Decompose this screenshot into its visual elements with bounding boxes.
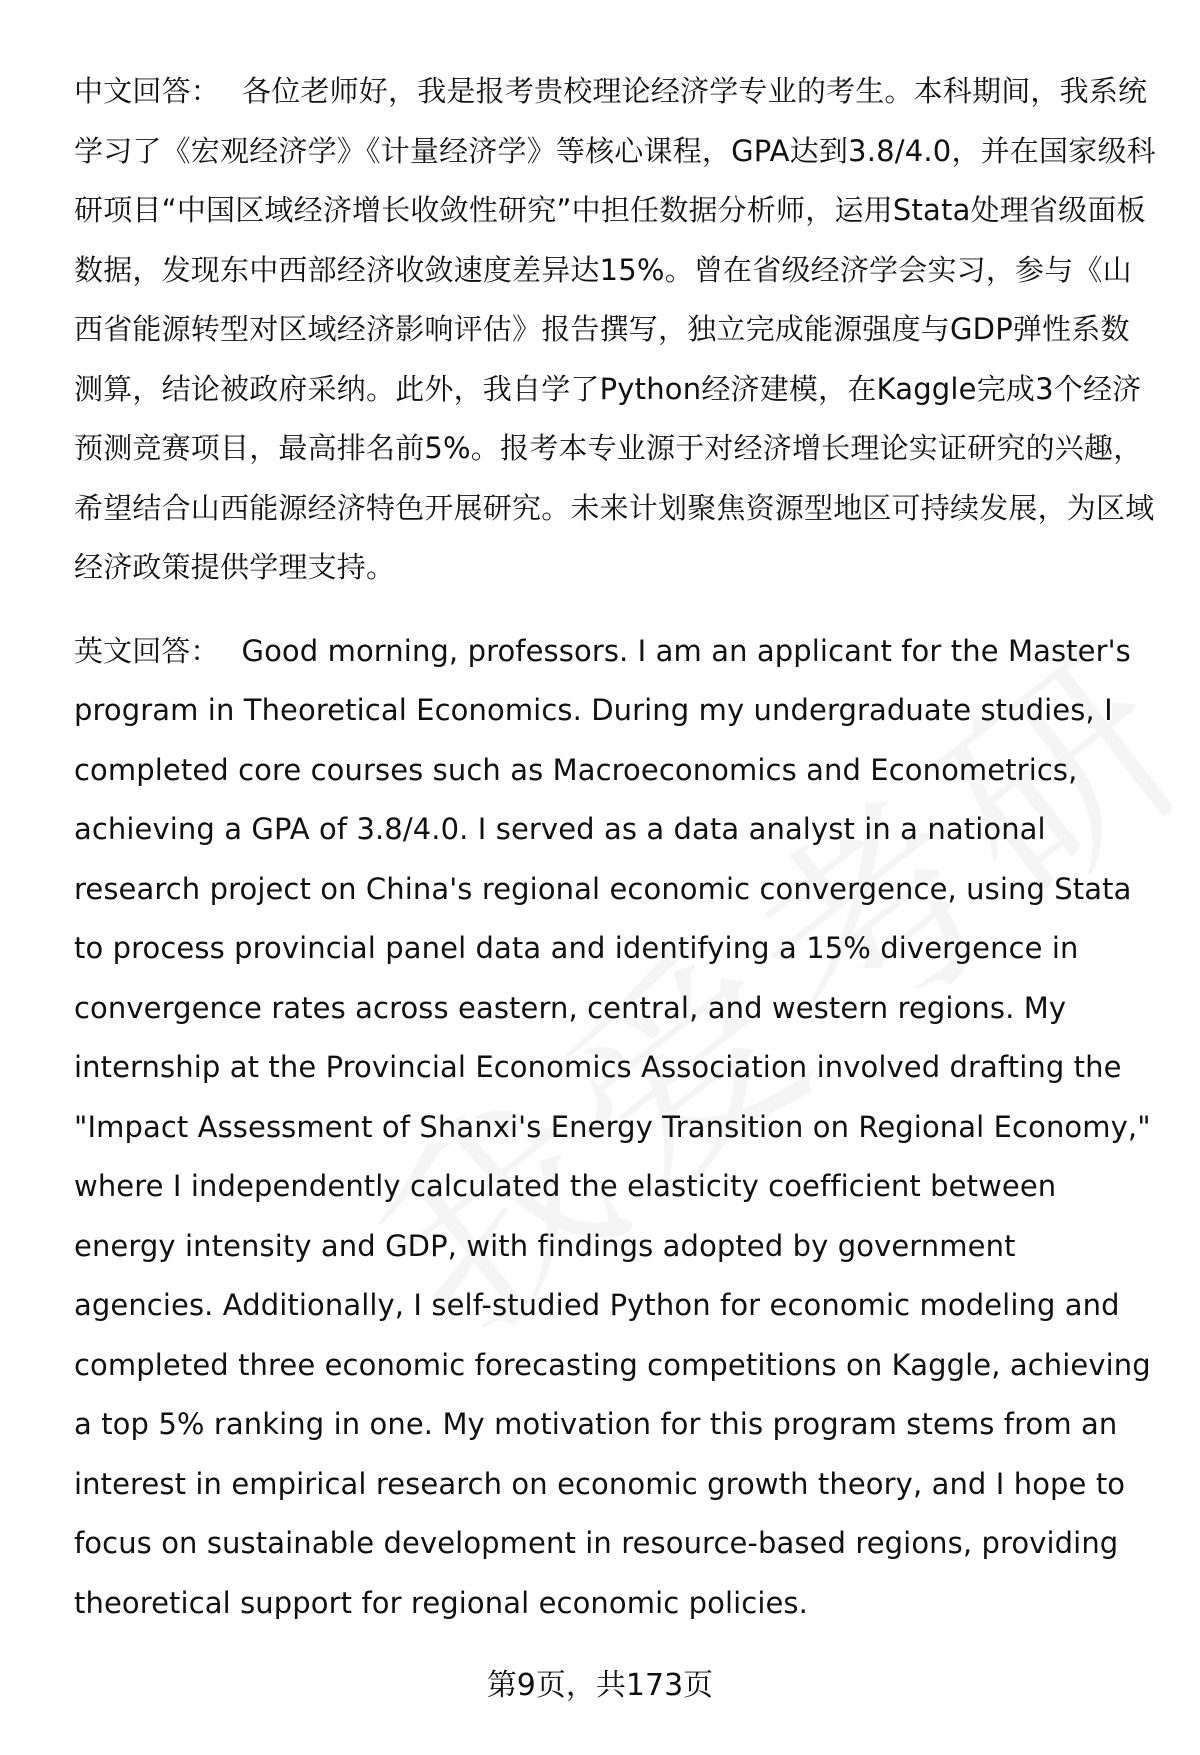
chinese-answer-label: 中文回答： bbox=[74, 74, 221, 108]
document-body bbox=[74, 62, 1156, 1633]
chinese-answer-paragraph bbox=[74, 62, 1156, 598]
english-answer-text: Good morning, professors. I am an applicant for the Master's program in Theoretical Economics. During my undergraduate studies, I completed core courses such as Macroeconomics and Econometrics, achieving a GPA of 3.8/4.0. I served as a data analyst in a national research project on China's regional economic convergence, using Stata to process provincial panel data and identifying a 15% divergence in convergence rates across eastern, central, and western regions. My internship at the Provincial Economics Association involved drafting the "Impact Assessment of Shanxi's Energy Transition on Regional Economy," where I independently calculated the elasticity coefficient between energy intensity and GDP, with findings adopted by government agencies. Additionally, I self-studied Python for economic modeling and completed three economic forecasting competitions on Kaggle, achieving a top 5% ranking in one. My motivation for this program stems from an interest in empirical research on economic growth theory, and I hope to focus on sustainable development in resource-based regions, providing theoretical support for regional economic policies. bbox=[74, 633, 1151, 1620]
chinese-answer-text: 各位老师好，我是报考贵校理论经济学专业的考生。本科期间，我系统学习了《宏观经济学》《计量经济学》等核心课程，GPA达到3.8/4.0，并在国家级科研项目“中国区域经济增长收敛性研究”中担任数据分析师，运用Stata处理省级面板数据，发现东中西部经济收敛速度差异达15%。曾在省级经济学会实习，参与《山西省能源转型对区域经济影响评估》报告撰写，独立完成能源强度与GDP弹性系数测算，结论被政府采纳。此外，我自学了Python经济建模，在Kaggle完成3个经济预测竞赛项目，最高排名前5%。报考本专业源于对经济增长理论实证研究的兴趣，希望结合山西能源经济特色开展研究。未来计划聚焦资源型地区可持续发展，为区域经济政策提供学理支持。 bbox=[74, 74, 1156, 584]
page-number-footer: 第9页，共173页 bbox=[486, 1668, 714, 1703]
english-answer-paragraph bbox=[74, 622, 1156, 1634]
english-answer-label: 英文回答： bbox=[74, 633, 220, 668]
